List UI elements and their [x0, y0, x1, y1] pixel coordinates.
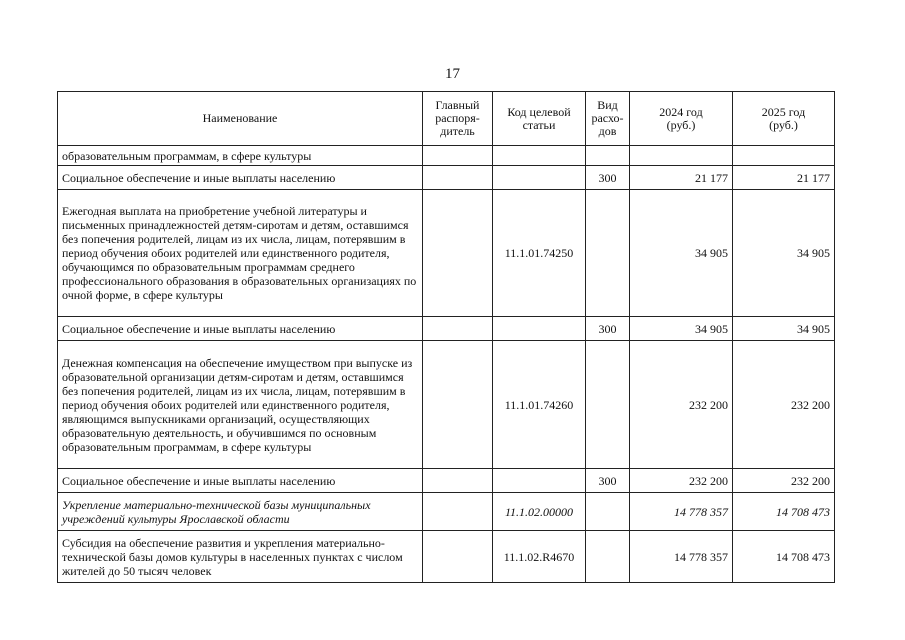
- row-name: образовательным программам, в сфере культуры: [58, 146, 423, 166]
- header-admin: Главный распоря- дитель: [423, 92, 493, 146]
- page-number: 17: [445, 66, 460, 82]
- header-code: Код целевой статьи: [493, 92, 586, 146]
- row-name: Ежегодная выплата на приобретение учебной литературы и письменных принадлежностей детям-сиротам и детям, оставшимся без попечения родителей, лицам из их числа, лицам, потерявшим в период обучения обоих родителей или единственного родителя, обучающимся по образовательным программам среднего профессионального образования в образовательных организациях по очной форме, в сфере культуры: [58, 190, 423, 317]
- table-row: [58, 493, 835, 531]
- row-2024: 14 778 357: [630, 493, 733, 531]
- row-type: [586, 493, 630, 531]
- row-name: Субсидия на обеспечение развития и укрепления материально-технической базы домов культуры в населенных пунктах с числом жителей до 50 тысяч человек: [58, 531, 423, 583]
- row-name: Социальное обеспечение и иные выплаты населению: [58, 317, 423, 341]
- header-name: Наименование: [58, 92, 423, 146]
- row-2025: 232 200: [733, 469, 835, 493]
- row-2024: [630, 146, 733, 166]
- row-admin: [423, 190, 493, 317]
- row-2024: 14 778 357: [630, 531, 733, 583]
- row-2025: 14 708 473: [733, 531, 835, 583]
- row-type: [586, 146, 630, 166]
- row-code: 11.1.02.R4670: [493, 531, 586, 583]
- header-2024: 2024 год (руб.): [630, 92, 733, 146]
- row-code: [493, 469, 586, 493]
- table-row: [58, 531, 835, 583]
- row-2024: 21 177: [630, 166, 733, 190]
- row-code: [493, 146, 586, 166]
- row-type: 300: [586, 166, 630, 190]
- table-row: [58, 166, 835, 190]
- table-header-row: [58, 92, 835, 146]
- table-row: [58, 469, 835, 493]
- header-type: Вид расхо- дов: [586, 92, 630, 146]
- row-code: [493, 166, 586, 190]
- row-2025: 34 905: [733, 190, 835, 317]
- table-row: [58, 341, 835, 469]
- row-2024: 34 905: [630, 317, 733, 341]
- table-row: [58, 190, 835, 317]
- row-2025: 34 905: [733, 317, 835, 341]
- row-2024: 232 200: [630, 469, 733, 493]
- row-2025: 21 177: [733, 166, 835, 190]
- table-row: [58, 317, 835, 341]
- row-admin: [423, 531, 493, 583]
- row-admin: [423, 493, 493, 531]
- row-2025: 14 708 473: [733, 493, 835, 531]
- row-name: Социальное обеспечение и иные выплаты населению: [58, 469, 423, 493]
- budget-table: [57, 91, 835, 583]
- row-2024: 34 905: [630, 190, 733, 317]
- row-code: 11.1.01.74250: [493, 190, 586, 317]
- row-name: Денежная компенсация на обеспечение имуществом при выпуске из образовательной организации детям-сиротам и детям, оставшимся без попечения родителей, лицам из их числа, лицам, потерявшим в период обучения обоих родителей или единственного родителя, являющимся выпускниками организаций, осуществляющих образовательную деятельность, и обучившимся по основным образовательным программам, в сфере культуры: [58, 341, 423, 469]
- header-2025: 2025 год (руб.): [733, 92, 835, 146]
- row-type: 300: [586, 469, 630, 493]
- row-2025: 232 200: [733, 341, 835, 469]
- row-type: [586, 341, 630, 469]
- row-code: [493, 317, 586, 341]
- row-admin: [423, 317, 493, 341]
- table-row: [58, 146, 835, 166]
- row-code: 11.1.02.00000: [493, 493, 586, 531]
- row-type: [586, 531, 630, 583]
- row-code: 11.1.01.74260: [493, 341, 586, 469]
- row-admin: [423, 469, 493, 493]
- row-type: [586, 190, 630, 317]
- row-admin: [423, 146, 493, 166]
- row-2025: [733, 146, 835, 166]
- row-type: 300: [586, 317, 630, 341]
- row-2024: 232 200: [630, 341, 733, 469]
- row-name: Социальное обеспечение и иные выплаты населению: [58, 166, 423, 190]
- row-admin: [423, 341, 493, 469]
- row-admin: [423, 166, 493, 190]
- row-name: Укрепление материально-технической базы муниципальных учреждений культуры Ярославской области: [58, 493, 423, 531]
